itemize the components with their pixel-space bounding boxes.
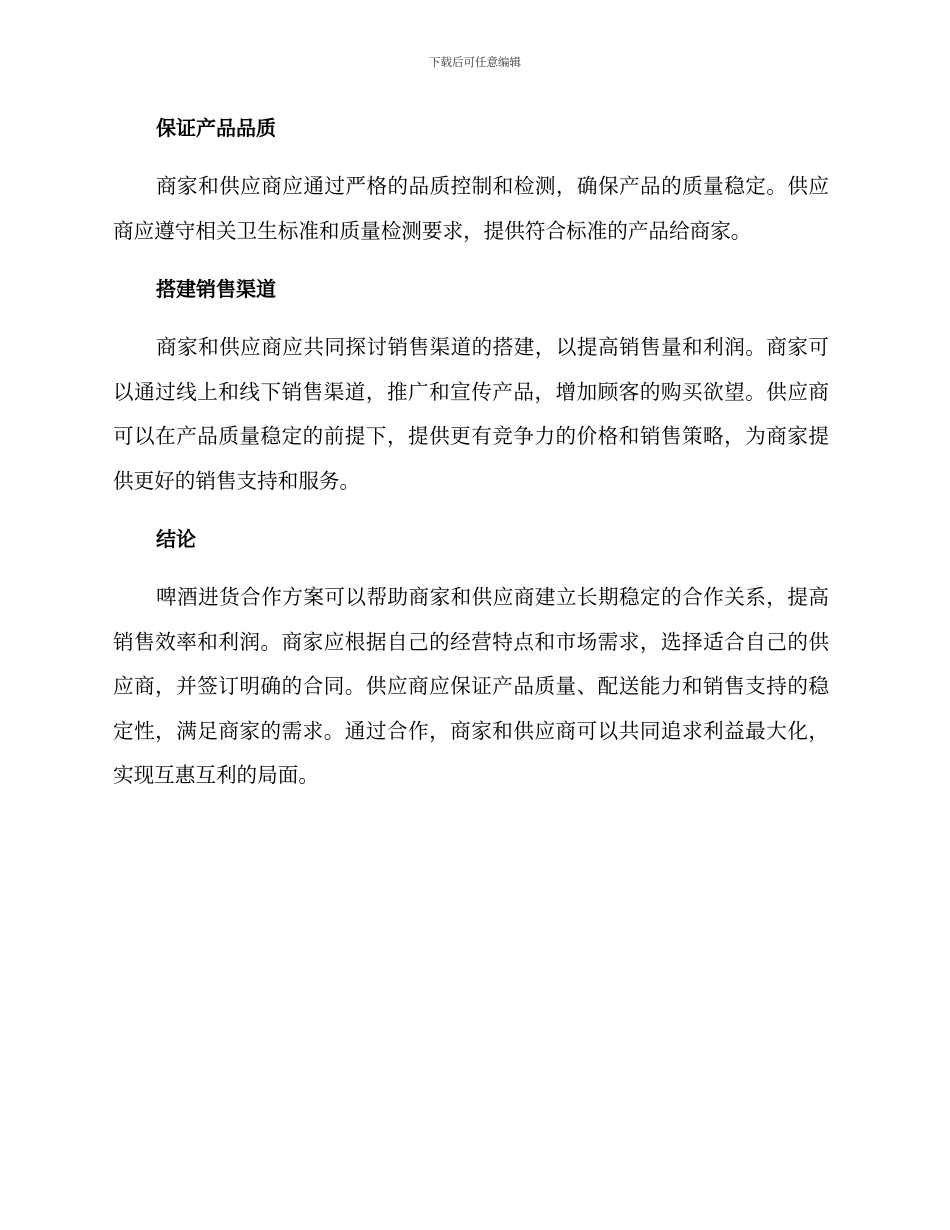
section-heading-sales-channels: 搭建销售渠道 [156,277,276,301]
section-paragraph-sales-channels: 商家和供应商应共同探讨销售渠道的搭建，以提高销售量和利润。商家可以通过线上和线下销售渠道，推广和宣传产品，增加顾客的购买欲望。供应商可以在产品质量稳定的前提下，提供更有竞争力的价格和销售策略，为商家提供更好的销售支持和服务。 [113,335,829,493]
section-paragraph-conclusion: 啤酒进货合作方案可以帮助商家和供应商建立长期稳定的合作关系，提高销售效率和利润。商家应根据自己的经营特点和市场需求，选择适合自己的供应商，并签订明确的合同。供应商应保证产品质量、配送能力和销售支持的稳定性，满足商家的需求。通过合作，商家和供应商可以共同追求利益最大化，实现互惠互利的局面。 [113,585,829,787]
page-header: 下载后可任意编辑 [429,55,521,69]
section-heading-quality: 保证产品品质 [156,116,276,140]
section-paragraph-quality: 商家和供应商应通过严格的品质控制和检测，确保产品的质量稳定。供应商应遵守相关卫生标准和质量检测要求，提供符合标准的产品给商家。 [113,174,829,243]
section-heading-conclusion: 结论 [156,527,196,551]
document-body [113,112,829,798]
